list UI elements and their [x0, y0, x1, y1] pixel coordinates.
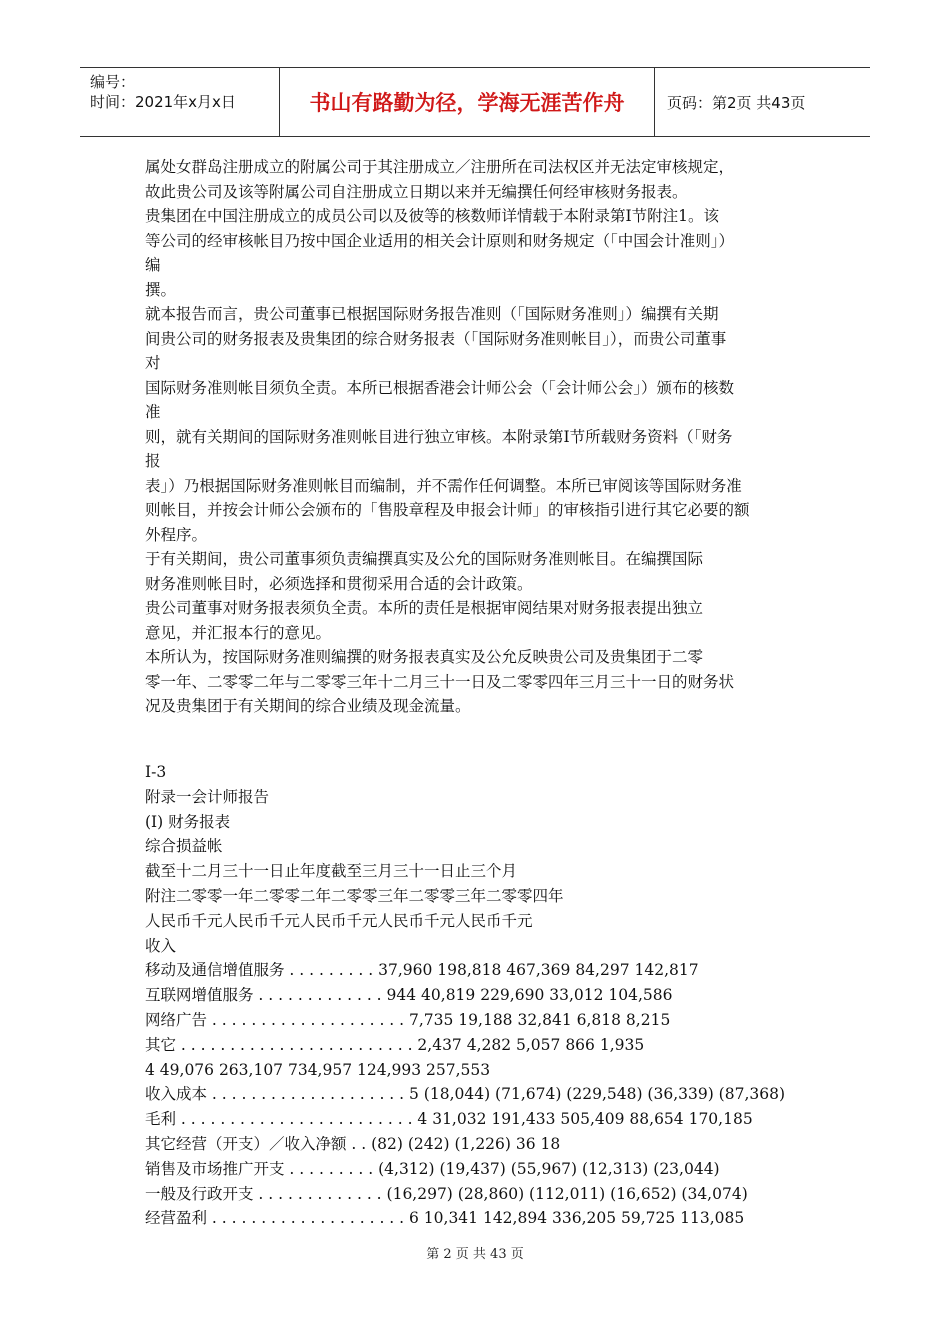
paragraph-line: 零一年、二零零二年与二零零三年十二月三十一日及二零零四年三月三十一日的财务状	[145, 672, 735, 691]
table-row: 互联网增值服务 . . . . . . . . . . . . . 944 40,819 229,690 33,012 104,586	[145, 986, 673, 1005]
header-motto: 书山有路勤为径，学海无涯苦作舟	[280, 68, 655, 136]
table-row: 收入	[145, 936, 177, 955]
paragraph-line: 等公司的经审核帐目乃按中国企业适用的相关会计原则和财务规定（「中国会计准则」）	[145, 231, 735, 250]
table-row: 销售及市场推广开支 . . . . . . . . . (4,312) (19,437) (55,967) (12,313) (23,044)	[145, 1159, 720, 1178]
table-row: 网络广告 . . . . . . . . . . . . . . . . . . . . 7,735 19,188 32,841 6,818 8,215	[145, 1010, 671, 1029]
doc-number-label: 编号：	[90, 73, 136, 91]
table-row: 其它经营（开支）／收入净额 . . (82) (242) (1,226) 36 18	[145, 1134, 561, 1153]
table-row: 经营盈利 . . . . . . . . . . . . . . . . . . . . 6 10,341 142,894 336,205 59,725 113,085	[145, 1209, 745, 1228]
period-header: 截至十二月三十一日止年度截至三月三十一日止三个月	[145, 862, 518, 881]
paragraph-line: 编	[145, 256, 161, 274]
paragraph-line: 于有关期间，贵公司董事须负责编撰真实及公允的国际财务准则帐目。在编撰国际	[145, 550, 704, 568]
currency-header: 人民币千元人民币千元人民币千元人民币千元人民币千元	[145, 911, 533, 930]
header-page-info: 页码：第2页 共43页	[667, 93, 806, 112]
paragraph-line: 间贵公司的财务报表及贵集团的综合财务报表（「国际财务准则帐目」），而贵公司董事	[145, 329, 727, 348]
paragraph-line: 准	[145, 403, 161, 421]
paragraph-line: 贵集团在中国注册成立的成员公司以及彼等的核数师详情载于本附录第I节附注1。该	[145, 207, 719, 225]
statement-title: 综合损益帐	[145, 837, 223, 856]
header-meta	[80, 68, 280, 136]
paragraph-line: 意见，并汇报本行的意见。	[145, 623, 332, 642]
table-row: 4 49,076 263,107 734,957 124,993 257,553	[145, 1060, 491, 1079]
paragraph-line: 国际财务准则帐目须负全责。本所已根据香港会计师公会（「会计师公会」）颁布的核数	[145, 378, 735, 397]
year-header: 附注二零零一年二零零二年二零零三年二零零三年二零零四年	[145, 886, 564, 905]
paragraph-line: 贵公司董事对财务报表须负全责。本所的责任是根据审阅结果对财务报表提出独立	[145, 599, 704, 617]
paragraph-line: 表」）乃根据国际财务准则帐目而编制，并不需作任何调整。本所已审阅该等国际财务准	[145, 476, 742, 495]
paragraph-line: 报	[145, 452, 161, 470]
section-heading: (I) 财务报表	[145, 812, 231, 831]
page-ref: I-3	[145, 763, 167, 781]
report-paragraphs	[145, 155, 815, 719]
table-row: 一般及行政开支 . . . . . . . . . . . . . (16,297) (28,860) (112,011) (16,652) (34,074)	[145, 1184, 748, 1203]
paragraph-line: 财务准则帐目时，必须选择和贯彻采用合适的会计政策。	[145, 574, 533, 593]
appendix-title: 附录一会计师报告	[145, 787, 270, 806]
doc-date: 时间：2021年x月x日	[90, 93, 236, 111]
financial-statement-section	[145, 760, 825, 1231]
paragraph-line: 况及贵集团于有关期间的综合业绩及现金流量。	[145, 697, 471, 715]
paragraph-line: 故此贵公司及该等附属公司自注册成立日期以来并无编撰任何经审核财务报表。	[145, 182, 688, 201]
paragraph-line: 就本报告而言，贵公司董事已根据国际财务报告准则（「国际财务准则」）编撰有关期	[145, 305, 719, 323]
paragraph-line: 外程序。	[145, 525, 208, 544]
page-header	[80, 67, 870, 137]
paragraph-line: 则帐目，并按会计师公会颁布的「售股章程及申报会计师」的审核指引进行其它必要的额	[145, 501, 750, 519]
paragraph-line: 本所认为，按国际财务准则编撰的财务报表真实及公允反映贵公司及贵集团于二零	[145, 648, 704, 666]
paragraph-line: 对	[145, 354, 161, 372]
table-row: 收入成本 . . . . . . . . . . . . . . . . . . . . 5 (18,044) (71,674) (229,548) (36,339) (87,368)	[145, 1085, 786, 1104]
paragraph-line: 属处女群岛注册成立的附属公司于其注册成立／注册所在司法权区并无法定审核规定，	[145, 158, 735, 176]
table-row: 毛利 . . . . . . . . . . . . . . . . . . . . . . . . 4 31,032 191,433 505,409 88,654 170,185	[145, 1110, 753, 1129]
table-row: 其它 . . . . . . . . . . . . . . . . . . . . . . . . 2,437 4,282 5,057 866 1,935	[145, 1035, 645, 1054]
page-footer: 第 2 页 共 43 页	[426, 1247, 524, 1262]
table-row: 移动及通信增值服务 . . . . . . . . . 37,960 198,818 467,369 84,297 142,817	[145, 961, 699, 980]
paragraph-line: 则，就有关期间的国际财务准则帐目进行独立审核。本附录第I节所载财务资料（「财务	[145, 427, 733, 446]
paragraph-line: 撰。	[145, 280, 177, 299]
